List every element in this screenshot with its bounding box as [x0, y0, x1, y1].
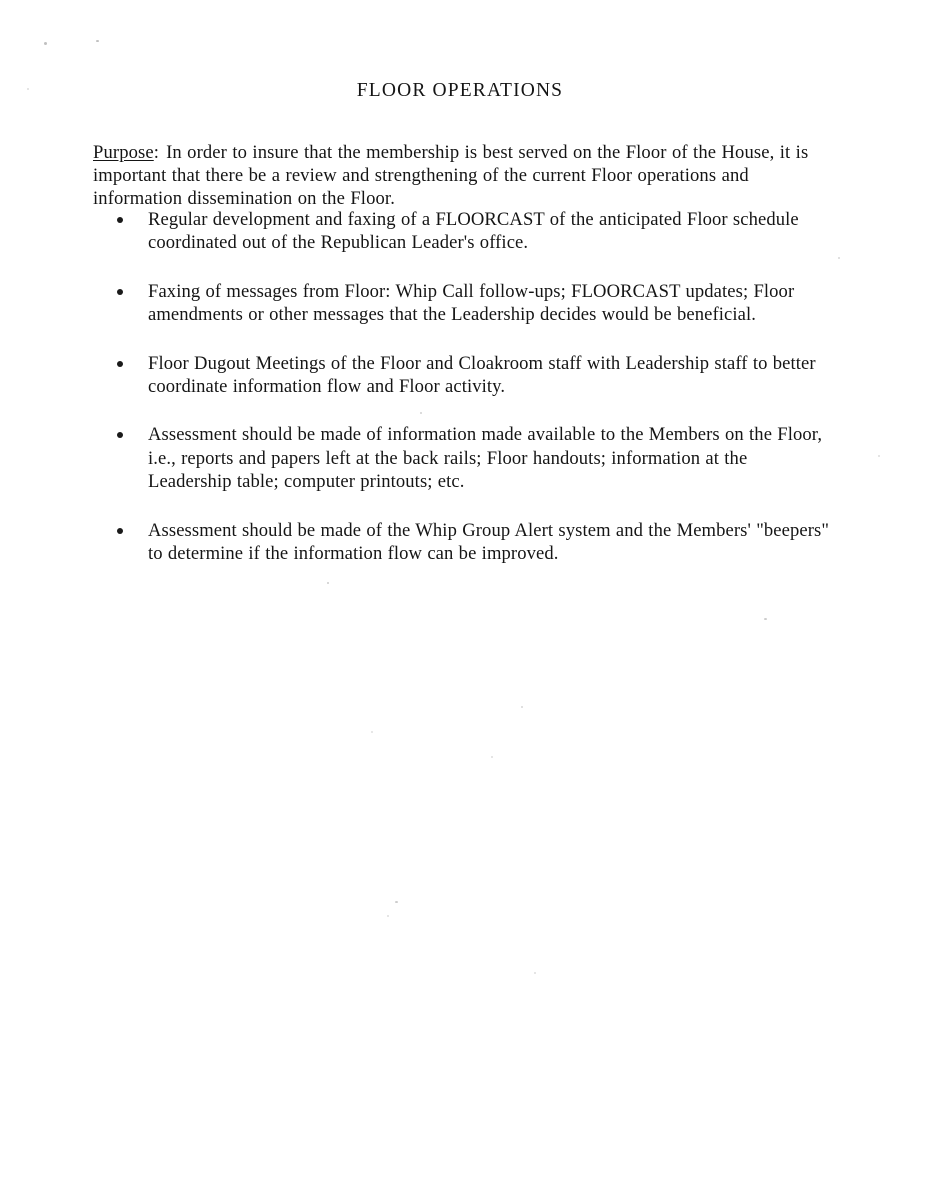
list-item: [93, 280, 833, 327]
page-title: FLOOR OPERATIONS: [356, 80, 564, 101]
purpose-paragraph: [93, 141, 823, 211]
scan-speck: [395, 901, 398, 903]
list-item-text: Assessment should be made of the Whip Group Alert system and the Members' "beepers" to determine if the information flow can be improved.: [148, 519, 830, 565]
bullet-icon: [117, 361, 123, 367]
list-item-text: Assessment should be made of information made available to the Members on the Floor, i.e., reports and papers left at the back rails; Floor handouts; information at the Leadership table; computer printouts; etc.: [148, 424, 823, 493]
scan-speck: [327, 582, 329, 584]
scan-speck: [764, 618, 767, 620]
bullet-list: [93, 208, 833, 565]
scan-speck: [491, 756, 493, 758]
purpose-colon: :: [153, 141, 160, 163]
list-item-text: Floor Dugout Meetings of the Floor and Cloakroom staff with Leadership staff to better coordinate information flow and Floor activity.: [148, 352, 816, 398]
bullet-icon: [117, 289, 123, 295]
scan-speck: [387, 915, 389, 917]
purpose-body: In order to insure that the membership is best served on the Floor of the House, it is important that there be a review and strengthening of the current Floor operations and information dissemination on the Floor.: [93, 141, 809, 210]
bullet-icon: [117, 528, 123, 534]
scan-speck: [44, 42, 47, 45]
list-item: [93, 423, 833, 493]
list-item: [93, 208, 833, 255]
scan-speck: [521, 706, 523, 708]
scan-speck: [371, 731, 373, 733]
scan-speck: [838, 257, 840, 259]
scan-speck: [878, 455, 880, 457]
scan-speck: [96, 40, 99, 42]
list-item: [93, 352, 833, 399]
bullet-icon: [117, 217, 123, 223]
list-item: [93, 519, 833, 566]
bullet-icon: [117, 432, 123, 438]
scan-speck: [534, 972, 536, 974]
purpose-label: Purpose: [93, 141, 154, 163]
list-item-text: Faxing of messages from Floor: Whip Call follow-ups; FLOORCAST updates; Floor amendments or other messages that the Leadership decides would be beneficial.: [148, 280, 795, 326]
list-item-text: Regular development and faxing of a FLOORCAST of the anticipated Floor schedule coordinated out of the Republican Leader's office.: [148, 209, 799, 254]
